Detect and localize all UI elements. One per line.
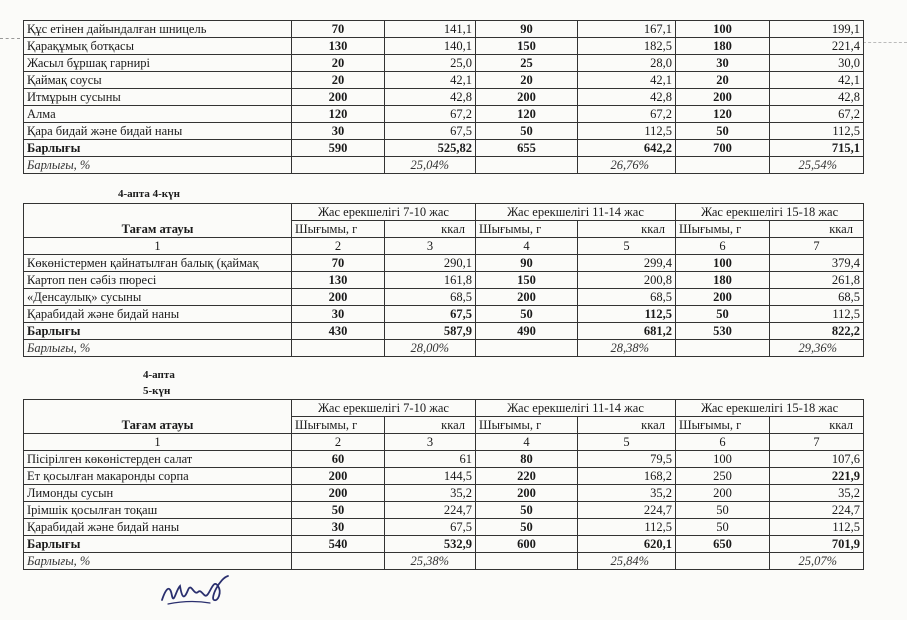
table-row	[24, 519, 864, 536]
yield-grams: 250	[676, 468, 770, 485]
yield-grams: 120	[676, 106, 770, 123]
total-kcal: 701,9	[770, 536, 864, 553]
header-row-groups	[24, 400, 864, 417]
yield-grams: 50	[476, 306, 578, 323]
header-row-index	[24, 434, 864, 451]
total-yield: 700	[676, 140, 770, 157]
yield-grams: 120	[476, 106, 578, 123]
table-row	[24, 485, 864, 502]
total-yield: 590	[292, 140, 385, 157]
column-header-kcal: ккал	[578, 221, 676, 238]
yield-grams: 50	[676, 123, 770, 140]
yield-grams: 60	[292, 451, 385, 468]
yield-grams: 150	[476, 38, 578, 55]
total-label: Барлығы	[24, 323, 292, 340]
total-yield: 600	[476, 536, 578, 553]
total-kcal: 715,1	[770, 140, 864, 157]
total-yield: 540	[292, 536, 385, 553]
total-yield: 655	[476, 140, 578, 157]
kcal-value: 161,8	[385, 272, 476, 289]
yield-grams: 200	[292, 289, 385, 306]
kcal-value: 35,2	[385, 485, 476, 502]
column-header-yield: Шығымы, г	[476, 221, 578, 238]
yield-grams: 30	[292, 519, 385, 536]
dish-name: Пісірілген көкөністерден салат	[24, 451, 292, 468]
percent-label: Барлығы, %	[24, 157, 292, 174]
column-index: 7	[770, 434, 864, 451]
percent-label: Барлығы, %	[24, 553, 292, 570]
scan-artifact-right	[863, 42, 907, 43]
kcal-value: 35,2	[770, 485, 864, 502]
kcal-value: 67,5	[385, 306, 476, 323]
column-header-kcal: ккал	[578, 417, 676, 434]
kcal-value: 221,4	[770, 38, 864, 55]
total-row	[24, 323, 864, 340]
dish-name: Көкөністермен қайнатылған балық (қаймақ	[24, 255, 292, 272]
percent-value: 28,38%	[578, 340, 676, 357]
empty-cell	[292, 157, 385, 174]
kcal-value: 67,2	[578, 106, 676, 123]
column-index: 6	[676, 434, 770, 451]
kcal-value: 221,9	[770, 468, 864, 485]
yield-grams: 220	[476, 468, 578, 485]
table-row	[24, 89, 864, 106]
yield-grams: 100	[676, 21, 770, 38]
total-yield: 430	[292, 323, 385, 340]
total-yield: 530	[676, 323, 770, 340]
yield-grams: 30	[292, 306, 385, 323]
kcal-value: 67,2	[770, 106, 864, 123]
column-header-kcal: ккал	[770, 221, 864, 238]
kcal-value: 67,5	[385, 519, 476, 536]
column-index: 2	[292, 238, 385, 255]
percent-value: 25,38%	[385, 553, 476, 570]
section-label-week4-day4: 4-апта 4-күн	[118, 188, 180, 200]
table-row	[24, 502, 864, 519]
percent-value: 29,36%	[770, 340, 864, 357]
column-header-yield: Шығымы, г	[476, 417, 578, 434]
yield-grams: 50	[676, 306, 770, 323]
dish-name: «Денсаулық» сусыны	[24, 289, 292, 306]
percent-row	[24, 340, 864, 357]
table-row	[24, 289, 864, 306]
kcal-value: 200,8	[578, 272, 676, 289]
kcal-value: 28,0	[578, 55, 676, 72]
total-kcal: 681,2	[578, 323, 676, 340]
menu-table-body	[24, 400, 864, 570]
total-label: Барлығы	[24, 140, 292, 157]
empty-cell	[676, 157, 770, 174]
empty-cell	[476, 340, 578, 357]
kcal-value: 182,5	[578, 38, 676, 55]
total-kcal: 620,1	[578, 536, 676, 553]
yield-grams: 100	[676, 451, 770, 468]
yield-grams: 20	[292, 72, 385, 89]
empty-cell	[292, 553, 385, 570]
dish-name: Құс етінен дайындалған шницель	[24, 21, 292, 38]
column-index: 4	[476, 434, 578, 451]
column-index: 3	[385, 434, 476, 451]
column-group-age-11-14: Жас ерекшелігі 11-14 жас	[476, 204, 676, 221]
total-label: Барлығы	[24, 536, 292, 553]
yield-grams: 50	[676, 519, 770, 536]
kcal-value: 112,5	[770, 519, 864, 536]
yield-grams: 50	[292, 502, 385, 519]
dish-name: Картоп пен сәбіз пюресі	[24, 272, 292, 289]
kcal-value: 67,2	[385, 106, 476, 123]
yield-grams: 30	[676, 55, 770, 72]
kcal-value: 224,7	[578, 502, 676, 519]
yield-grams: 200	[676, 289, 770, 306]
menu-table-body	[24, 21, 864, 174]
kcal-value: 25,0	[385, 55, 476, 72]
column-group-age-15-18: Жас ерекшелігі 15-18 жас	[676, 204, 864, 221]
yield-grams: 200	[476, 485, 578, 502]
yield-grams: 70	[292, 21, 385, 38]
kcal-value: 112,5	[770, 123, 864, 140]
column-index: 7	[770, 238, 864, 255]
kcal-value: 144,5	[385, 468, 476, 485]
total-row	[24, 536, 864, 553]
total-kcal: 587,9	[385, 323, 476, 340]
column-header-dish-name: Тағам атауы	[24, 204, 292, 238]
yield-grams: 120	[292, 106, 385, 123]
kcal-value: 42,1	[770, 72, 864, 89]
kcal-value: 141,1	[385, 21, 476, 38]
dish-name: Жасыл бұршақ гарнирі	[24, 55, 292, 72]
menu-table-week4-day5	[23, 399, 864, 570]
column-index: 5	[578, 238, 676, 255]
table-row	[24, 468, 864, 485]
yield-grams: 200	[292, 485, 385, 502]
column-index: 1	[24, 434, 292, 451]
column-header-kcal: ккал	[385, 221, 476, 238]
scan-artifact-left	[0, 38, 20, 39]
yield-grams: 130	[292, 38, 385, 55]
percent-row	[24, 553, 864, 570]
yield-grams: 200	[676, 485, 770, 502]
total-kcal: 822,2	[770, 323, 864, 340]
kcal-value: 61	[385, 451, 476, 468]
yield-grams: 200	[476, 289, 578, 306]
column-index: 5	[578, 434, 676, 451]
yield-grams: 50	[676, 502, 770, 519]
table-row	[24, 72, 864, 89]
percent-label: Барлығы, %	[24, 340, 292, 357]
dish-name: Ет қосылған макаронды сорпа	[24, 468, 292, 485]
empty-cell	[476, 157, 578, 174]
kcal-value: 42,1	[578, 72, 676, 89]
dish-name: Қарақұмық ботқасы	[24, 38, 292, 55]
total-yield: 490	[476, 323, 578, 340]
table-row	[24, 55, 864, 72]
kcal-value: 68,5	[385, 289, 476, 306]
empty-cell	[476, 553, 578, 570]
column-header-yield: Шығымы, г	[292, 221, 385, 238]
column-group-age-11-14: Жас ерекшелігі 11-14 жас	[476, 400, 676, 417]
column-header-kcal: ккал	[770, 417, 864, 434]
kcal-value: 299,4	[578, 255, 676, 272]
kcal-value: 112,5	[578, 306, 676, 323]
column-index: 6	[676, 238, 770, 255]
column-index: 4	[476, 238, 578, 255]
column-group-age-7-10: Жас ерекшелігі 7-10 жас	[292, 204, 476, 221]
yield-grams: 100	[676, 255, 770, 272]
yield-grams: 200	[676, 89, 770, 106]
yield-grams: 90	[476, 21, 578, 38]
column-index: 2	[292, 434, 385, 451]
kcal-value: 112,5	[578, 123, 676, 140]
total-kcal: 525,82	[385, 140, 476, 157]
column-header-kcal: ккал	[385, 417, 476, 434]
kcal-value: 68,5	[770, 289, 864, 306]
table-row	[24, 38, 864, 55]
column-group-age-15-18: Жас ерекшелігі 15-18 жас	[676, 400, 864, 417]
kcal-value: 199,1	[770, 21, 864, 38]
dish-name: Қарабидай және бидай наны	[24, 519, 292, 536]
kcal-value: 68,5	[578, 289, 676, 306]
kcal-value: 224,7	[385, 502, 476, 519]
table-row	[24, 272, 864, 289]
kcal-value: 42,8	[770, 89, 864, 106]
table-row	[24, 106, 864, 123]
kcal-value: 42,8	[385, 89, 476, 106]
yield-grams: 180	[676, 272, 770, 289]
kcal-value: 140,1	[385, 38, 476, 55]
handwritten-signature	[158, 570, 238, 615]
table-row	[24, 255, 864, 272]
column-header-yield: Шығымы, г	[292, 417, 385, 434]
kcal-value: 79,5	[578, 451, 676, 468]
dish-name: Лимонды сусын	[24, 485, 292, 502]
menu-table-body	[24, 204, 864, 357]
total-row	[24, 140, 864, 157]
kcal-value: 30,0	[770, 55, 864, 72]
yield-grams: 20	[292, 55, 385, 72]
yield-grams: 20	[476, 72, 578, 89]
section-label-day5: 5-күн	[143, 385, 171, 397]
dish-name: Итмұрын сусыны	[24, 89, 292, 106]
kcal-value: 290,1	[385, 255, 476, 272]
kcal-value: 224,7	[770, 502, 864, 519]
yield-grams: 50	[476, 502, 578, 519]
kcal-value: 112,5	[770, 306, 864, 323]
percent-row	[24, 157, 864, 174]
menu-table-day-3	[23, 20, 864, 174]
yield-grams: 20	[676, 72, 770, 89]
section-label-week4: 4-апта	[143, 369, 175, 381]
yield-grams: 90	[476, 255, 578, 272]
total-kcal: 642,2	[578, 140, 676, 157]
percent-value: 26,76%	[578, 157, 676, 174]
column-header-yield: Шығымы, г	[676, 221, 770, 238]
yield-grams: 25	[476, 55, 578, 72]
kcal-value: 107,6	[770, 451, 864, 468]
column-header-dish-name: Тағам атауы	[24, 400, 292, 434]
header-row-groups	[24, 204, 864, 221]
yield-grams: 50	[476, 123, 578, 140]
table-row	[24, 123, 864, 140]
kcal-value: 261,8	[770, 272, 864, 289]
yield-grams: 200	[292, 89, 385, 106]
kcal-value: 42,1	[385, 72, 476, 89]
yield-grams: 70	[292, 255, 385, 272]
percent-value: 25,04%	[385, 157, 476, 174]
dish-name: Алма	[24, 106, 292, 123]
kcal-value: 42,8	[578, 89, 676, 106]
header-row-index	[24, 238, 864, 255]
percent-value: 25,54%	[770, 157, 864, 174]
yield-grams: 130	[292, 272, 385, 289]
yield-grams: 30	[292, 123, 385, 140]
dish-name: Қара бидай және бидай наны	[24, 123, 292, 140]
empty-cell	[292, 340, 385, 357]
yield-grams: 180	[676, 38, 770, 55]
column-header-yield: Шығымы, г	[676, 417, 770, 434]
dish-name: Қаймақ соусы	[24, 72, 292, 89]
table-row	[24, 306, 864, 323]
total-yield: 650	[676, 536, 770, 553]
percent-value: 25,07%	[770, 553, 864, 570]
empty-cell	[676, 340, 770, 357]
yield-grams: 50	[476, 519, 578, 536]
table-row	[24, 21, 864, 38]
column-index: 3	[385, 238, 476, 255]
dish-name: Қарабидай және бидай наны	[24, 306, 292, 323]
table-row	[24, 451, 864, 468]
kcal-value: 167,1	[578, 21, 676, 38]
kcal-value: 168,2	[578, 468, 676, 485]
empty-cell	[676, 553, 770, 570]
kcal-value: 112,5	[578, 519, 676, 536]
yield-grams: 150	[476, 272, 578, 289]
yield-grams: 200	[476, 89, 578, 106]
column-index: 1	[24, 238, 292, 255]
dish-name: Ірімшік қосылған тоқаш	[24, 502, 292, 519]
column-group-age-7-10: Жас ерекшелігі 7-10 жас	[292, 400, 476, 417]
total-kcal: 532,9	[385, 536, 476, 553]
kcal-value: 67,5	[385, 123, 476, 140]
kcal-value: 379,4	[770, 255, 864, 272]
percent-value: 28,00%	[385, 340, 476, 357]
yield-grams: 200	[292, 468, 385, 485]
menu-table-week4-day4	[23, 203, 864, 357]
yield-grams: 80	[476, 451, 578, 468]
kcal-value: 35,2	[578, 485, 676, 502]
percent-value: 25,84%	[578, 553, 676, 570]
